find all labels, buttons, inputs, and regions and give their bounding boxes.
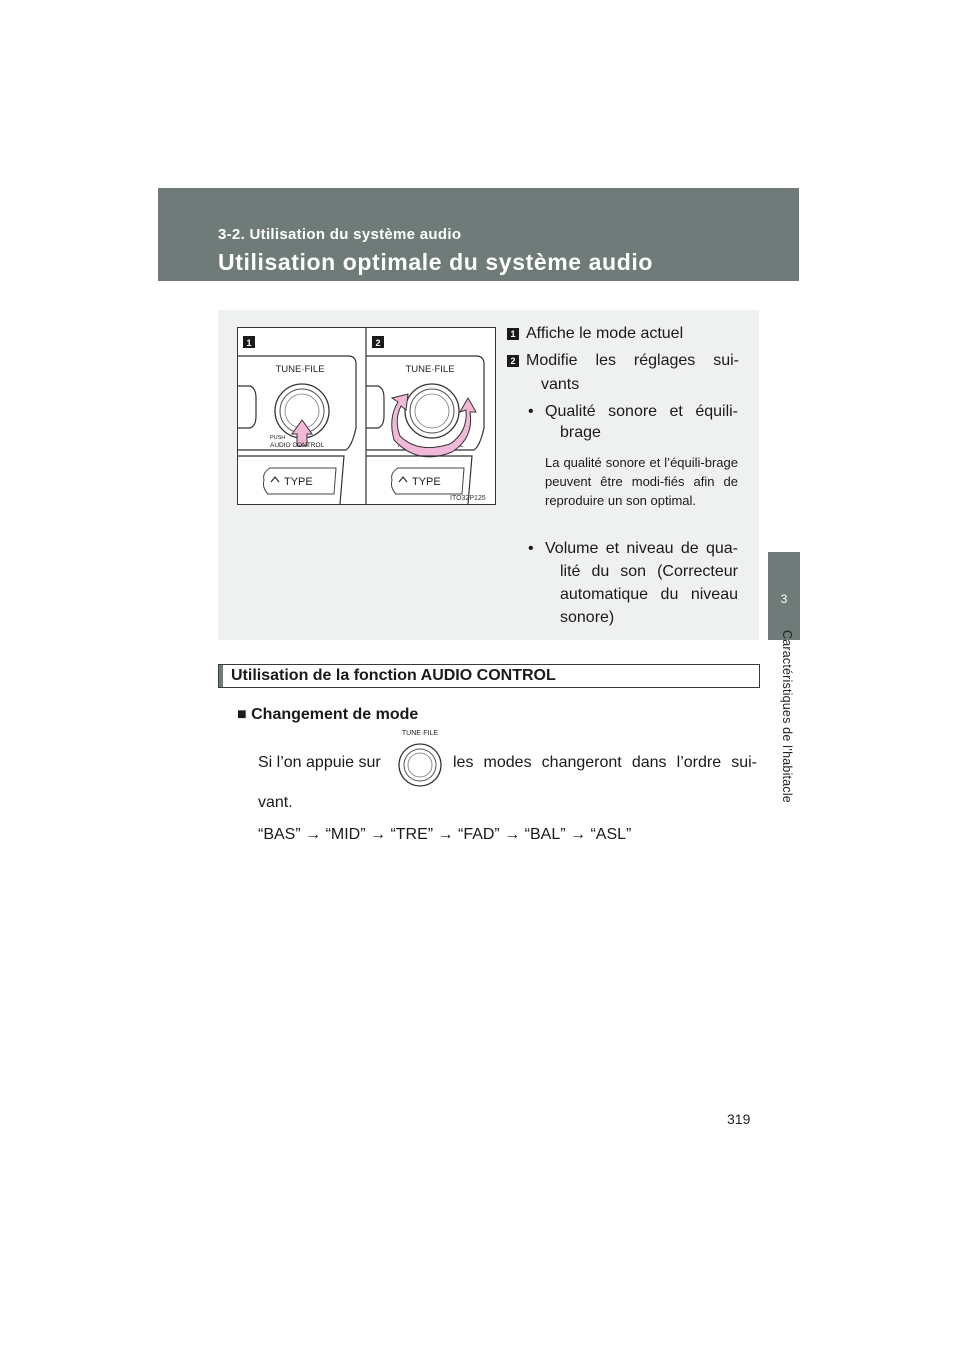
panel-2-type-caret-icon — [399, 477, 407, 482]
figure-badge-2-label: 2 — [375, 338, 381, 348]
panel-1-audio-control-label: AUDIO CONTROL — [270, 442, 325, 449]
tune-file-knob-icon — [396, 730, 444, 790]
callout-1-text: Affiche le mode actuel — [526, 325, 684, 342]
figure-badge-1-label: 1 — [246, 338, 252, 348]
callout-2-text-line2: vants — [541, 376, 580, 393]
bullet-1-line1: Qualité sonore et équili- — [545, 403, 738, 420]
bullet-2-line3: automatique du niveau — [560, 586, 738, 603]
panel-1-push-label: PUSH — [270, 435, 286, 441]
section-heading-text: Utilisation de la fonction AUDIO CONTROL — [231, 667, 556, 684]
mode-sequence: “BAS” → “MID” → “TRE” → “FAD” → “BAL” → “ASL” — [258, 826, 632, 843]
section-heading-accent — [219, 665, 223, 687]
body-text-before-icon: Si l’on appuie sur — [258, 754, 381, 771]
panel-1-type-caret-icon — [271, 477, 279, 482]
callout-2-text-line1: Modifie les réglages sui- — [526, 352, 739, 369]
panel-2-knob-label: TUNE·FILE — [405, 364, 455, 375]
panel-2-knob — [405, 384, 459, 438]
section-heading — [218, 664, 760, 688]
panel-2-type-label: TYPE — [412, 476, 441, 488]
body-text-line2: vant. — [258, 794, 293, 811]
panel-1-type-label: TYPE — [284, 476, 313, 488]
panel-1-knob-label: TUNE·FILE — [275, 364, 325, 375]
bullet-2-line4: sonore) — [560, 609, 615, 626]
body-text-after-icon: les modes changeront dans l’ordre sui- — [453, 754, 757, 771]
chapter-caption: Caractéristiques de l’habitacle — [780, 630, 794, 803]
bullet-2-line2: lité du son (Correcteur — [560, 563, 738, 580]
page-number: 319 — [727, 1111, 751, 1127]
tune-file-knob-label: TUNE·FILE — [401, 730, 439, 737]
page-title: Utilisation optimale du système audio — [218, 249, 653, 275]
callout-2-badge: 2 — [507, 355, 519, 367]
callout-1-badge: 1 — [507, 328, 519, 340]
bullet-2-symbol: • — [528, 540, 534, 557]
figure-code: ITO32P125 — [450, 495, 486, 502]
sub-heading-text: Changement de mode — [251, 706, 419, 723]
sub-heading-marker: ■ — [237, 706, 247, 723]
bullet-1-note: La qualité sonore et l’équili-brage peuvent être modi-fiés afin de reproduire un son optimal. — [545, 455, 738, 508]
bullet-1-line2: brage — [560, 424, 601, 441]
svg-text:L: L — [460, 442, 464, 449]
bullet-2-line1: Volume et niveau de qua- — [545, 540, 738, 557]
sub-heading — [237, 706, 418, 724]
section-label: 3-2. Utilisation du système audio — [218, 226, 462, 243]
bullet-1-symbol: • — [528, 403, 534, 420]
chapter-tab: 3 — [768, 552, 800, 640]
knob-illustration — [237, 327, 496, 505]
